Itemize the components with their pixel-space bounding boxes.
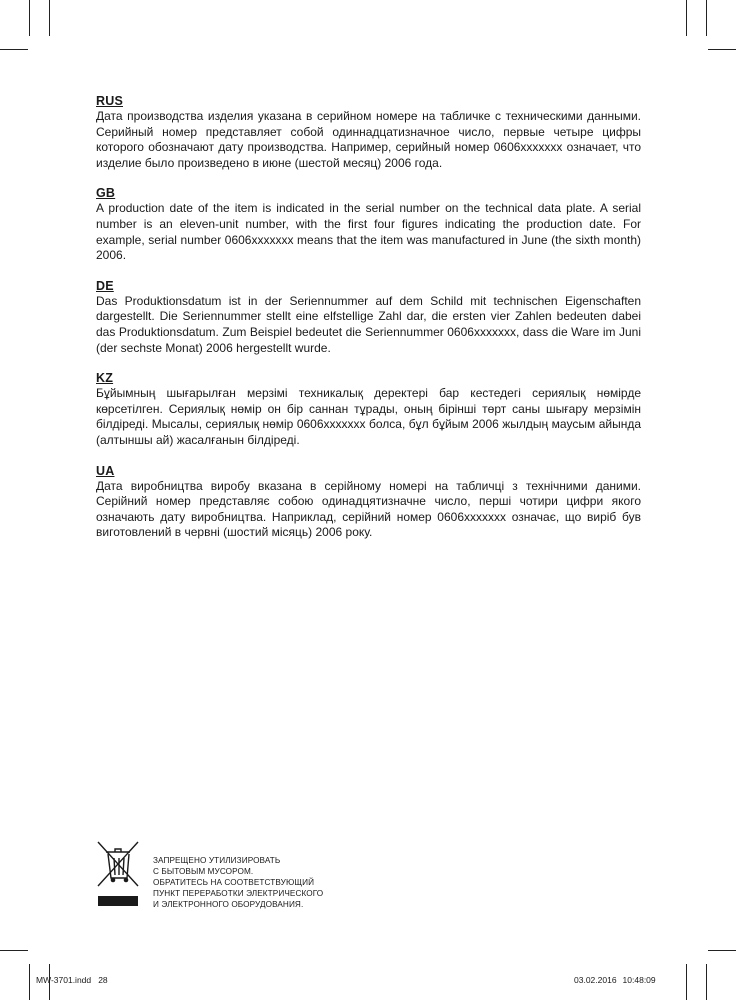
crop-mark: [706, 964, 707, 1000]
section-gb: [96, 186, 641, 263]
language-sections: [96, 94, 641, 556]
disposal-notice-line: И ЭЛЕКТРОННОГО ОБОРУДОВАНИЯ.: [153, 900, 304, 909]
section-text: A production date of the item is indicated in the serial number on the technical data plate. A serial number is an eleven-unit number, with the first four figures indicating the production date. For example, serial number 0606xxxxxxx means that the item was manufactured in June (the sixth month) 2006.: [96, 201, 641, 263]
language-code: RUS: [96, 94, 123, 108]
language-code: DE: [96, 278, 114, 293]
section-text: Дата виробництва виробу вказана в серійному номері на табличці з технічними даними. Серійний номер представляє собою одинадцятизначне число, перші чотири цифри якого означають дату виробництва. Наприклад, серійний номер 0606xxxxxxx означає, що виріб був виготовлений в червні (шостий місяць) 2006 року.: [96, 478, 641, 540]
crossed-out-wheelie-bin-icon: [96, 838, 140, 908]
crop-mark: [708, 950, 736, 951]
crop-mark: [0, 49, 28, 50]
section-ua: [96, 464, 641, 541]
disposal-notice: [153, 855, 323, 910]
footer-date: 03.02.2016: [574, 975, 617, 985]
section-text: Das Produktionsdatum ist in der Seriennummer auf dem Schild mit technischen Eigenschaften dargestellt. Die Seriennummer stellt eine elfstellige Zahl dar, die ersten vier Zahlen bedeuten dabei das Produktionsdatum. Zum Beispiel bedeutet die Seriennummer 0606xxxxxxx, dass die Ware im Juni (der sechste Monat) 2006 hergestellt wurde.: [96, 293, 641, 355]
footer-file-name: MW-3701.indd 28: [36, 975, 108, 985]
section-de: [96, 279, 641, 356]
section-text: Дата производства изделия указана в серийном номере на табличке с техническими данными. Серийный номер представляет собой одиннадцатизначное число, первые четыре цифры которого обозначают дату производства. Например, серийный номер 0606xxxxxxx означает, что изделие было произведено в июне (шестой месяц) 2006 года.: [96, 109, 641, 170]
crop-mark: [29, 0, 30, 36]
crop-mark: [706, 0, 707, 36]
disposal-notice-line: ОБРАТИТЕСЬ НА СООТВЕТСТВУЮЩИЙ: [153, 878, 315, 887]
crop-mark: [49, 0, 50, 36]
disposal-notice-line: ПУНКТ ПЕРЕРАБОТКИ ЭЛЕКТРИЧЕСКОГО: [153, 889, 324, 898]
disposal-notice-line: ЗАПРЕЩЕНО УТИЛИЗИРОВАТЬ: [153, 856, 281, 865]
crop-mark: [29, 964, 30, 1000]
crop-mark: [708, 49, 736, 50]
section-text: Бұйымның шығарылған мерзімі техникалық деректері бар кестедегі сериялық нөмірде көрсетілген. Сериялық нөмір он бір саннан тұрады, оның бірінші төрт саны шығару мерзімін білдіреді. Мысалы, сериялық нөмір 0606xxxxxxx болса, бұл бұйым 2006 жылдың маусым айында (алтыншы ай) жасалғанын білдіреді.: [96, 386, 641, 447]
crop-mark: [686, 0, 687, 36]
crop-mark: [686, 964, 687, 1000]
language-code: GB: [96, 186, 116, 201]
section-rus: [96, 94, 641, 171]
disposal-notice-line: С БЫТОВЫМ МУСОРОМ.: [153, 867, 254, 876]
language-code: KZ: [96, 371, 114, 386]
footer-timestamp: [574, 975, 656, 985]
crop-mark: [0, 950, 28, 951]
footer-time: 10:48:09: [622, 975, 656, 985]
section-kz: [96, 371, 641, 448]
language-code: UA: [96, 463, 115, 478]
